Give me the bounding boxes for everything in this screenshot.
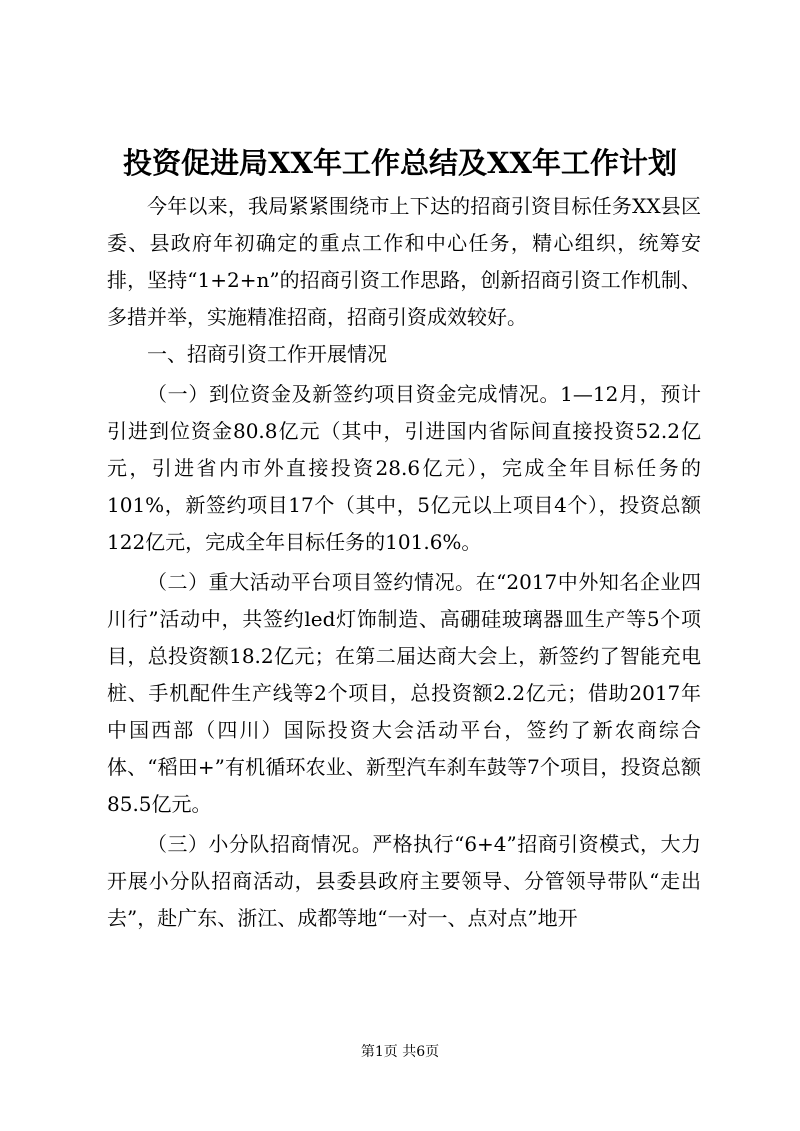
paragraph-funds: （一）到位资金及新签约项目资金完成情况。1—12月，预计引进到位资金80.8亿元（其中，引进国内省际间直接投资52.2亿元，引进省内市外直接投资28.6亿元），完成全年目标任务的101%，新签约项目17个（其中，5亿元以上项目4个），投资总额122亿元，完成全年目标任务的101.6%。 [107, 382, 701, 554]
document-title: 投资促进局XX年工作总结及XX年工作计划 [122, 146, 677, 180]
section-heading-1: 一、招商引资工作开展情况 [147, 342, 387, 366]
paragraph-major-events: （二）重大活动平台项目签约情况。在“2017中外知名企业四川行”活动中，共签约led灯饰制造、高硼硅玻璃器皿生产等5个项目，总投资额18.2亿元；在第二届达商大会上，新签约了智能充电桩、手机配件生产线等2个项目，总投资额2.2亿元；借助2017年中国西部（四川）国际投资大会活动平台，签约了新农商综合体、“稻田+”有机循环农业、新型汽车刹车鼓等7个项目，投资总额85.5亿元。 [107, 570, 701, 816]
document-body [107, 188, 701, 937]
paragraph-small-teams: （三）小分队招商情况。严格执行“6+4”招商引资模式，大力开展小分队招商活动，县委县政府主要领导、分管领导带队“走出去”，赴广东、浙江、成都等地“一对一、点对点”地开 [107, 832, 701, 930]
paragraph-intro: 今年以来，我局紧紧围绕市上下达的招商引资目标任务XX县区委、县政府年初确定的重点工作和中心任务，精心组织，统筹安排，坚持“1+2+n”的招商引资工作思路，创新招商引资工作机制、多措并举，实施精准招商，招商引资成效较好。 [107, 194, 701, 329]
page-footer: 第1页 共6页 [360, 1044, 440, 1060]
